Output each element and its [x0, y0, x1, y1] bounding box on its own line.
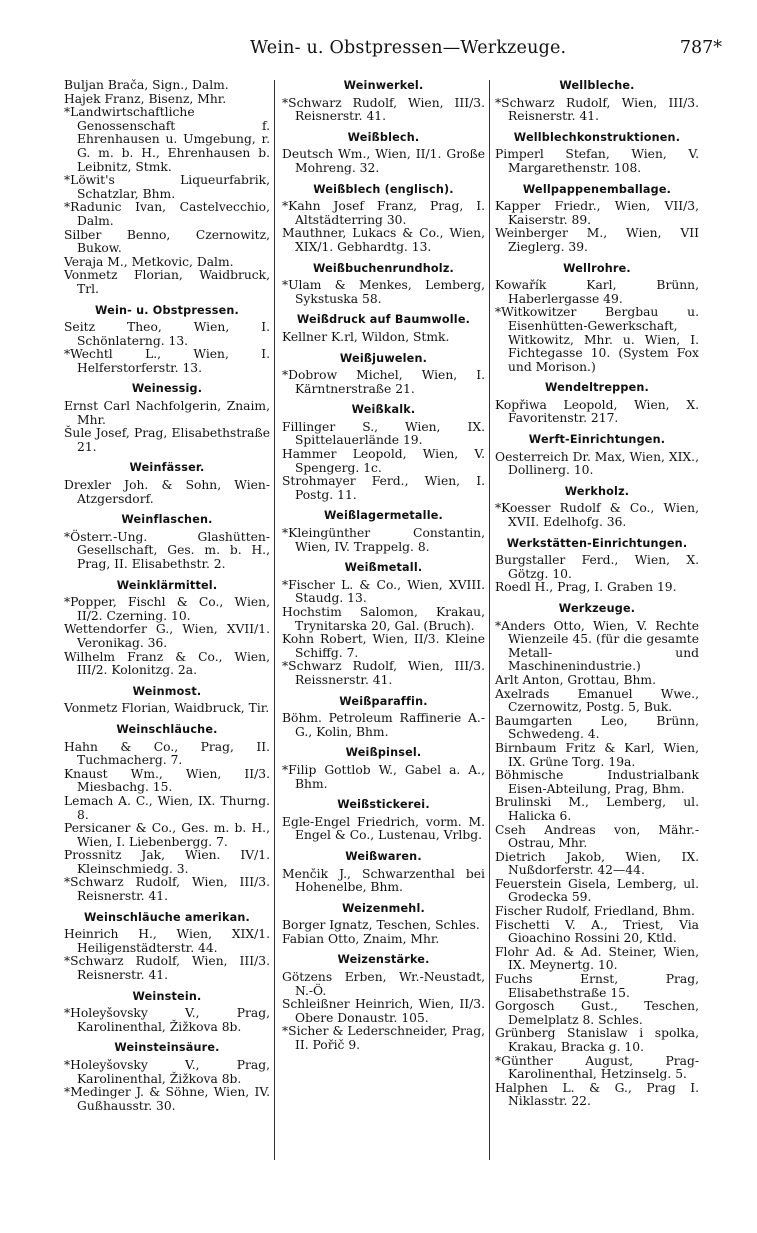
directory-entry: Fischetti V. A., Triest, Via Gioachino Rossini 20, Ktld.: [495, 917, 699, 946]
directory-entry: Prossnitz Jak, Wien. IV/1. Kleinschmiedg. 3.: [64, 848, 270, 876]
section-heading: Weinessig.: [131, 382, 203, 396]
directory-entry: Götzens Erben, Wr.-Neustadt, N.-Ö.: [282, 970, 485, 998]
directory-entry: Böhmische Industrialbank Eisen-Abteilung, Prag, Bhm.: [495, 768, 699, 796]
directory-entry: Lemach A. C., Wien, IX. Thurng. 8.: [64, 793, 270, 822]
directory-entry: *Dobrow Michel, Wien, I. Kärntnerstraße 21.: [282, 368, 485, 396]
page-number: 787*: [679, 38, 722, 58]
directory-entry: Böhm. Petroleum Raffinerie A.-G., Kolin, Bhm.: [282, 711, 485, 739]
directory-entry: *Holeyšovsky V., Prag, Karolinenthal, Žižkova 8b.: [64, 1058, 270, 1086]
directory-entry: *Kahn Josef Franz, Prag, I. Altstädterring 30.: [282, 199, 485, 227]
column-divider: [274, 80, 275, 1160]
section-heading: Wellbleche.: [559, 79, 635, 92]
directory-entry: Brulinski M., Lemberg, ul. Halicka 6.: [495, 795, 699, 823]
section-heading: Weinklärmittel.: [116, 578, 218, 592]
directory-entry: *Kleingünther Constantin, Wien, IV. Trappelg. 8.: [282, 526, 485, 554]
directory-entry: *Löwit's Liqueurfabrik, Schatzlar, Bhm.: [64, 173, 270, 201]
directory-entry: Weinberger M., Wien, VII Zieglerg. 39.: [495, 226, 699, 254]
directory-entry: *Witkowitzer Bergbau u. Eisenhütten-Gewerkschaft, Witkowitz, Mhr. u. Wien, I. Fichtegasse 10. (System Fox und Morison.): [495, 305, 699, 374]
section-heading: Weizenstärke.: [337, 953, 430, 967]
directory-entry: *Wechtl L., Wien, I. Helferstorferstr. 13.: [64, 347, 270, 375]
directory-entry: Pimperl Stefan, Wien, V. Margarethenstr. 108.: [495, 147, 699, 175]
directory-entry: Strohmayer Ferd., Wien, I. Postg. 11.: [282, 474, 485, 502]
directory-entry: *Schwarz Rudolf, Wien, III/3. Reisnerstr. 41.: [495, 95, 699, 124]
section-heading: Weinstein.: [132, 989, 202, 1003]
section-heading: Weißblech (englisch).: [313, 182, 454, 196]
directory-entry: *Schwarz Rudolf, Wien, III/3. Reissnerstr. 41.: [282, 659, 485, 687]
directory-entry: Deutsch Wm., Wien, II/1. Große Mohreng. 32.: [282, 147, 485, 175]
section-heading: Weinschläuche amerikan.: [84, 910, 250, 924]
directory-entry: Hammer Leopold, Wien, V. Spengerg. 1c.: [282, 447, 485, 475]
directory-entry: *Ulam & Menkes, Lemberg, Sykstuska 58.: [282, 278, 485, 306]
column-middle: [282, 79, 485, 1053]
directory-entry: Fuchs Ernst, Prag, Elisabethstraße 15.: [495, 972, 699, 1000]
section-heading: Weinsteinsäure.: [114, 1041, 220, 1055]
directory-entry: Knaust Wm., Wien, II/3. Miesbachg. 15.: [64, 766, 270, 795]
page-title: Wein- u. Obstpressen—Werkzeuge.: [250, 38, 567, 58]
directory-entry: Kowařík Karl, Brünn, Haberlergasse 49.: [495, 278, 699, 306]
directory-entry: Birnbaum Fritz & Karl, Wien, IX. Grüne Torg. 19a.: [495, 740, 699, 769]
column-left: [64, 79, 270, 1113]
directory-entry: Kohn Robert, Wien, II/3. Kleine Schiffg. 7.: [282, 632, 485, 660]
directory-entry: Gorgosch Gust., Teschen, Demelplatz 8. Schles.: [495, 999, 699, 1027]
directory-entry: Feuerstein Gisela, Lemberg, ul. Grodecka 59.: [495, 876, 699, 905]
directory-entry: Persicaner & Co., Ges. m. b. H., Wien, I. Liebenbergg. 7.: [64, 821, 270, 849]
directory-entry: Halphen L. & G., Prag I. Niklasstr. 22.: [495, 1080, 699, 1109]
column-right: [495, 79, 699, 1109]
directory-entry: *Koesser Rudolf & Co., Wien, XVII. Edelhofg. 36.: [495, 501, 699, 530]
section-heading: Weißkalk.: [351, 403, 416, 417]
section-heading: Werkzeuge.: [558, 602, 636, 615]
directory-entry: Dietrich Jakob, Wien, IX. Nußdorferstr. 42—44.: [495, 849, 699, 878]
directory-entry: *Holeyšovsky V., Prag, Karolinenthal, Žižkova 8b.: [64, 1006, 270, 1034]
directory-entry: Hajek Franz, Bisenz, Mhr.: [64, 91, 227, 106]
directory-entry: Ernst Carl Nachfolgerin, Znaim, Mhr.: [64, 399, 270, 427]
directory-entry: *Medinger J. & Söhne, Wien, IV. Gußhausstr. 30.: [64, 1085, 270, 1113]
directory-entry: Wettendorfer G., Wien, XVII/1. Veronikag. 36.: [64, 622, 270, 650]
directory-entry: *Anders Otto, Wien, V. Rechte Wienzeile 45. (für die gesamte Metall- und Maschinenindustrie.): [495, 618, 699, 674]
directory-entry: Flohr Ad. & Ad. Steiner, Wien, IX. Meynertg. 10.: [495, 944, 699, 973]
directory-entry: Grünberg Stanislaw i spolka, Krakau, Bracka g. 10.: [495, 1026, 699, 1054]
directory-entry: Kopřiwa Leopold, Wien, X. Favoritenstr. 217.: [495, 397, 699, 426]
section-heading: Wellblechkonstruktionen.: [513, 130, 681, 144]
directory-entry: *Popper, Fischl & Co., Wien, II/2. Czerning. 10.: [64, 595, 270, 623]
directory-entry: Buljan Brača, Sign., Dalm.: [64, 78, 229, 92]
section-heading: Weinschläuche.: [116, 722, 218, 736]
directory-entry: Burgstaller Ferd., Wien, X. Götzg. 10.: [495, 553, 699, 581]
section-heading: Weißjuwelen.: [339, 351, 428, 365]
directory-entry: Hahn & Co., Prag, II. Tuchmacherg. 7.: [64, 739, 270, 768]
section-heading: Weißbuchenrundholz.: [312, 261, 455, 275]
directory-entry: Heinrich H., Wien, XIX/1. Heiligenstädterstr. 44.: [64, 927, 270, 955]
directory-entry: Šule Josef, Prag, Elisabethstraße 21.: [64, 426, 270, 454]
directory-entry: Mauthner, Lukacs & Co., Wien, XIX/1. Gebhardtg. 13.: [282, 226, 485, 254]
section-heading: Weißparaffin.: [339, 694, 428, 708]
directory-entry: Vonmetz Florian, Waidbruck, Tir.: [64, 701, 270, 716]
directory-entry: Fabian Otto, Znaim, Mhr.: [282, 931, 440, 946]
section-heading: Werft-Einrichtungen.: [528, 433, 666, 447]
directory-entry: *Schwarz Rudolf, Wien, III/3. Reisnerstr. 41.: [282, 95, 485, 124]
directory-entry: Roedl H., Prag, I. Graben 19.: [495, 580, 677, 595]
column-divider: [489, 80, 490, 1160]
section-heading: Weißpinsel.: [345, 746, 422, 760]
directory-entry: *Filip Gottlob W., Gabel a. A., Bhm.: [282, 762, 485, 791]
directory-entry: Schleißner Heinrich, Wien, II/3. Obere Donaustr. 105.: [282, 997, 485, 1025]
directory-entry: *Günther August, Prag-Karolinenthal, Hetzinselg. 5.: [495, 1053, 699, 1082]
section-heading: Werkstätten-Einrichtungen.: [506, 536, 688, 550]
directory-entry: Silber Benno, Czernowitz, Bukow.: [64, 227, 270, 256]
section-heading: Weißblech.: [347, 130, 420, 144]
directory-entry: *Schwarz Rudolf, Wien, III/3. Reisnerstr. 41.: [64, 875, 270, 904]
section-heading: Weißdruck auf Baumwolle.: [296, 313, 471, 327]
directory-entry: Wilhelm Franz & Co., Wien, III/2. Kolonitzg. 2a.: [64, 649, 270, 678]
directory-entry: Veraja M., Metkovic, Dalm.: [64, 254, 234, 269]
directory-entry: Menčik J., Schwarzenthal bei Hohenelbe, Bhm.: [282, 866, 485, 895]
directory-entry: *Sicher & Lederschneider, Prag, II. Pořič 9.: [282, 1024, 485, 1053]
section-heading: Weinmost.: [132, 684, 202, 698]
directory-entry: Egle-Engel Friedrich, vorm. M. Engel & Co., Lustenau, Vrlbg.: [282, 814, 485, 843]
directory-entry: Hochstim Salomon, Krakau, Trynitarska 20, Gal. (Bruch).: [282, 605, 485, 633]
section-heading: Weißmetall.: [344, 561, 423, 575]
section-heading: Weinflaschen.: [121, 513, 213, 527]
section-heading: Weißwaren.: [345, 849, 422, 863]
directory-entry: Vonmetz Florian, Waidbruck, Trl.: [64, 268, 270, 296]
section-heading: Weißlagermetalle.: [324, 509, 443, 523]
directory-entry: Oesterreich Dr. Max, Wien, XIX., Dollinerg. 10.: [495, 449, 700, 478]
directory-entry: *Radunic Ivan, Castelvecchio, Dalm.: [64, 200, 270, 228]
section-heading: Weinfässer.: [129, 461, 205, 475]
directory-entry: *Landwirtschaftliche Genossenschaft f. Ehrenhausen u. Umgebung, r. G. m. b. H., Ehrenhausen b. Leibnitz, Stmk.: [64, 105, 270, 174]
directory-entry: Seitz Theo, Wien, I. Schönlaterng. 13.: [64, 320, 270, 348]
directory-entry: *Österr.-Ung. Glashütten-Gesellschaft, Ges. m. b. H., Prag, II. Elisabethstr. 2.: [64, 529, 270, 571]
section-heading: Weizenmehl.: [342, 901, 425, 915]
page-header: [0, 38, 757, 60]
section-heading: Wellpappenemballage.: [522, 182, 672, 196]
section-heading: Werkholz.: [564, 484, 630, 498]
directory-entry: Borger Ignatz, Teschen, Schles.: [282, 918, 480, 933]
directory-entry: Fillinger S., Wien, IX. Spittelauerlände 19.: [282, 419, 485, 448]
directory-entry: Kellner K.rl, Wildon, Stmk.: [282, 329, 450, 344]
section-heading: Wein- u. Obstpressen.: [95, 303, 239, 317]
directory-entry: Cseh Andreas von, Mähr.-Ostrau, Mhr.: [495, 822, 699, 851]
directory-entry: Fischer Rudolf, Friedland, Bhm.: [495, 904, 695, 919]
section-heading: Weinwerkel.: [343, 79, 424, 92]
directory-entry: *Fischer L. & Co., Wien, XVIII. Staudg. 13.: [282, 577, 485, 606]
directory-entry: Drexler Joh. & Sohn, Wien-Atzgersdorf.: [64, 478, 270, 506]
directory-entry: Arlt Anton, Grottau, Bhm.: [495, 672, 657, 687]
directory-entry: Baumgarten Leo, Brünn, Schwedeng. 4.: [495, 713, 699, 742]
directory-entry: Kapper Friedr., Wien, VII/3, Kaiserstr. 89.: [495, 199, 699, 227]
section-heading: Wendeltreppen.: [545, 381, 649, 395]
section-heading: Wellrohre.: [563, 261, 631, 275]
directory-entry: *Schwarz Rudolf, Wien, III/3. Reisnerstr. 41.: [64, 954, 270, 983]
directory-entry: Axelrads Emanuel Wwe., Czernowitz, Postg. 5, Buk.: [495, 686, 699, 715]
section-heading: Weißstickerei.: [337, 798, 430, 812]
